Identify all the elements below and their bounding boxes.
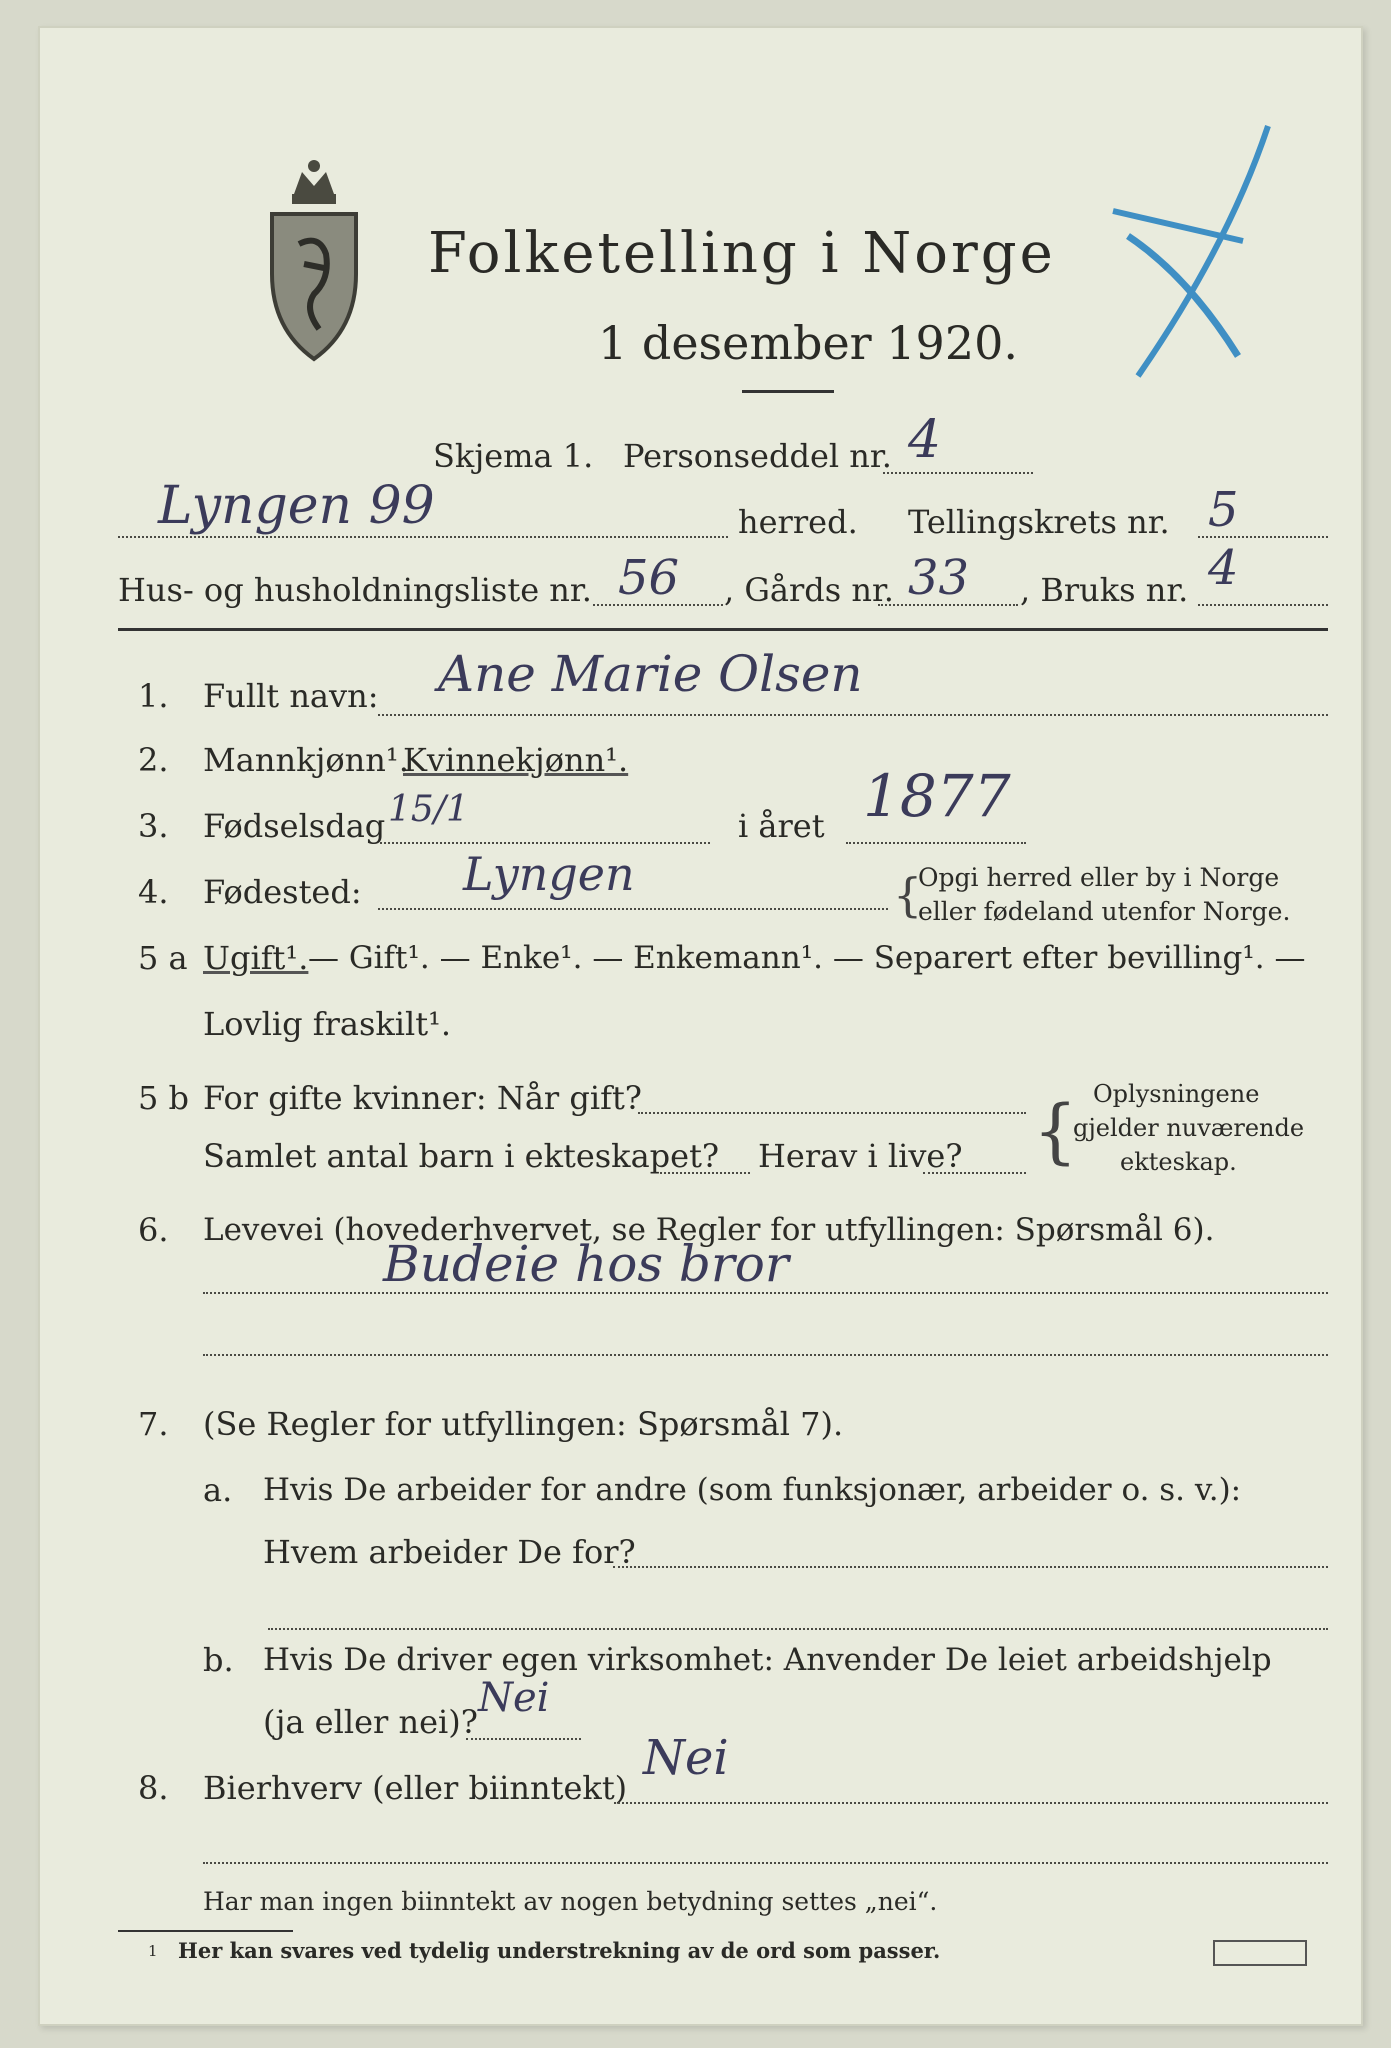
q2-male-option: Mannkjønn¹. (203, 741, 409, 779)
q7b-line (466, 1738, 581, 1740)
footer-note: Har man ingen biinntekt av nogen betydning settes „nei“. (203, 1887, 938, 1916)
q3-day-line (380, 842, 710, 844)
tellingskrets-value: 5 (1208, 482, 1239, 538)
gards-label: , Gårds nr. (724, 571, 894, 609)
coat-of-arms-icon (264, 154, 364, 384)
q3-day-value: 15/1 (388, 789, 469, 830)
q7a-label: Hvis De arbeider for andre (som funksjonær, arbeider o. s. v.): (263, 1472, 1242, 1508)
q3-number: 3. (138, 807, 169, 845)
q5b-label1: For gifte kvinner: Når gift? (203, 1079, 642, 1117)
footnote-mark: 1 (148, 1942, 158, 1960)
q7b-label: Hvis De driver egen virksomhet: Anvender De leiet arbeidshjelp (263, 1642, 1272, 1678)
bruks-value: 4 (1208, 540, 1239, 596)
husliste-value: 56 (618, 550, 680, 606)
q5a-line2: Lovlig fraskilt¹. (203, 1005, 452, 1043)
q8-number: 8. (138, 1769, 169, 1807)
q7b-label2: (ja eller nei)? (263, 1703, 478, 1741)
q5b-brace: { (1033, 1090, 1078, 1172)
bruks-line (1198, 604, 1328, 606)
herred-line (118, 536, 728, 538)
q2-female-option: Kvinnekjønn¹. (403, 741, 629, 779)
q3-label: Fødselsdag (203, 807, 386, 845)
q4-note-line2: eller fødeland utenfor Norge. (918, 897, 1291, 926)
q5b-number: 5 b (138, 1079, 190, 1117)
q3-year-line (846, 842, 1026, 844)
q7a-letter: a. (203, 1471, 233, 1509)
q7a-label2: Hvem arbeider De for? (263, 1533, 636, 1571)
q4-line (378, 908, 888, 910)
q5b-label3: Herav i live? (758, 1137, 963, 1175)
q7b-value: Nei (478, 1675, 550, 1721)
q4-label: Fødested: (203, 873, 362, 911)
section-rule (118, 628, 1328, 631)
footnote-rule (118, 1930, 293, 1932)
q5b-label2: Samlet antal barn i ekteskapet? (203, 1137, 720, 1175)
personseddel-line (883, 472, 1033, 474)
q8-label: Bierhverv (eller biinntekt) (203, 1769, 628, 1807)
q7a-line2 (268, 1628, 1328, 1630)
personseddel-label: Personseddel nr. (623, 437, 892, 475)
bruks-label: , Bruks nr. (1020, 571, 1189, 609)
blue-cross-mark-icon (1068, 86, 1308, 386)
form-title: Folketelling i Norge (428, 221, 1056, 286)
q8-line2 (203, 1862, 1328, 1864)
q3-year-value: 1877 (863, 762, 1011, 830)
q6-value: Budeie hos bror (383, 1235, 789, 1293)
q7b-letter: b. (203, 1641, 234, 1679)
q5a-other-options: — Gift¹. — Enke¹. — Enkemann¹. — Separert efter bevilling¹. — (308, 940, 1306, 976)
q5b-alive-line (923, 1172, 1026, 1174)
q8-line1 (614, 1802, 1328, 1804)
q5b-children-line (660, 1172, 750, 1174)
q5b-married-line (638, 1112, 1026, 1114)
q6-number: 6. (138, 1211, 169, 1249)
q5a-ugift-option: Ugift¹. (203, 939, 309, 977)
census-form (38, 26, 1363, 2026)
title-divider (742, 390, 834, 393)
q5a-number: 5 a (138, 939, 188, 977)
q7-label: (Se Regler for utfyllingen: Spørsmål 7). (203, 1405, 844, 1443)
q4-value: Lyngen (463, 847, 635, 901)
q8-value: Nei (643, 1730, 729, 1786)
tellingskrets-label: Tellingskrets nr. (908, 503, 1170, 541)
husliste-label: Hus- og husholdningsliste nr. (118, 571, 592, 609)
q1-number: 1. (138, 677, 169, 715)
q2-number: 2. (138, 741, 169, 779)
form-date: 1 desember 1920. (598, 316, 1018, 370)
herred-value: Lyngen 99 (158, 476, 435, 536)
personseddel-value: 4 (908, 410, 942, 470)
gards-value: 33 (908, 550, 970, 606)
printer-stamp (1213, 1940, 1307, 1966)
q5b-note-line3: ekteskap. (1120, 1148, 1237, 1176)
q4-number: 4. (138, 873, 169, 911)
q6-label: Levevei (hovederhvervet, se Regler for utfyllingen: Spørsmål 6). (203, 1212, 1215, 1248)
q1-line (378, 714, 1328, 716)
q4-note-line1: Opgi herred eller by i Norge (918, 863, 1280, 892)
q5b-note-line2: gjelder nuværende (1073, 1114, 1305, 1142)
q7a-line1 (613, 1566, 1328, 1568)
q4-brace: { (893, 868, 923, 922)
q1-label: Fullt navn: (203, 677, 379, 715)
q5b-note-line1: Oplysningene (1093, 1080, 1260, 1108)
footnote-text: Her kan svares ved tydelig understrekning av de ord som passer. (178, 1938, 941, 1963)
herred-label: herred. (738, 503, 858, 541)
q1-value: Ane Marie Olsen (438, 645, 863, 703)
schema-label: Skjema 1. (433, 437, 594, 475)
q7-number: 7. (138, 1405, 169, 1443)
q6-line2 (203, 1354, 1328, 1356)
q3-year-label: i året (738, 807, 825, 845)
